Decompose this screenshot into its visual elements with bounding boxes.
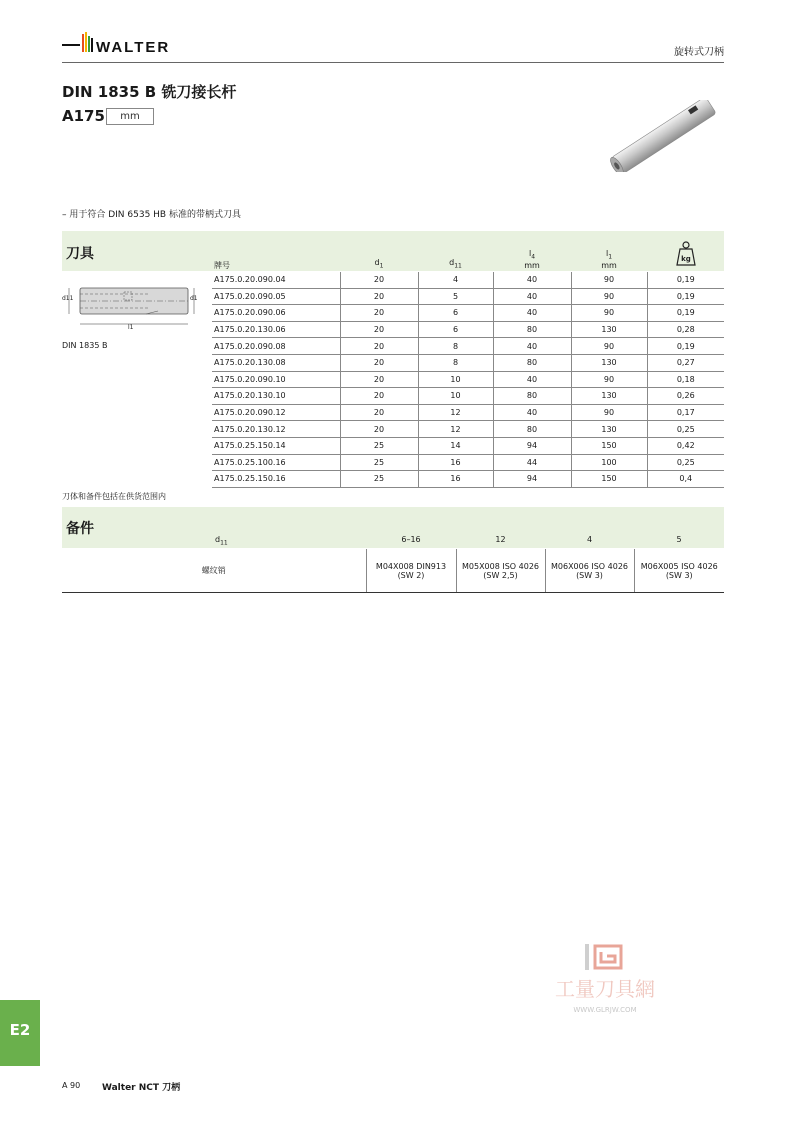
cell-weight: 0,28 bbox=[647, 321, 724, 338]
brand-text: WALTER bbox=[96, 39, 171, 56]
range-6-16: 6–16 bbox=[401, 535, 421, 544]
intro-text: – 用于符合 DIN 6535 HB 标准的带柄式刀具 bbox=[62, 210, 241, 220]
spare-parts-row bbox=[62, 549, 724, 593]
cell-d11: 6 bbox=[418, 321, 493, 338]
cell-l4: 40 bbox=[493, 272, 571, 288]
table-row bbox=[212, 288, 724, 305]
cell-d11: 14 bbox=[418, 437, 493, 454]
column-d1: $d_1$ bbox=[374, 258, 384, 270]
watermark bbox=[535, 942, 675, 1022]
l1-label: l1 bbox=[128, 324, 134, 330]
spare-part-cell: M06X005 ISO 4026 (SW 3) bbox=[634, 549, 724, 593]
cell-d11: 12 bbox=[418, 404, 493, 421]
cell-l1: 130 bbox=[571, 321, 647, 338]
cell-d1: 20 bbox=[340, 272, 418, 288]
cell-d1: 25 bbox=[340, 437, 418, 454]
cell-d1: 20 bbox=[340, 321, 418, 338]
cell-d11: 10 bbox=[418, 371, 493, 388]
spare-d11-label: $d_{11}$ bbox=[215, 535, 228, 547]
tools-table bbox=[212, 272, 724, 488]
product-code: A175 bbox=[62, 107, 105, 125]
cell-designation: A175.0.20.130.06 bbox=[212, 321, 340, 338]
cell-l1: 150 bbox=[571, 437, 647, 454]
cell-l1: 90 bbox=[571, 371, 647, 388]
cell-designation: A175.0.20.130.10 bbox=[212, 388, 340, 405]
spare-part-cell: M05X008 ISO 4026 (SW 2,5) bbox=[456, 549, 545, 593]
cell-weight: 0,42 bbox=[647, 437, 724, 454]
spare-part-name: 螺纹销 bbox=[62, 549, 366, 593]
table-row bbox=[212, 371, 724, 388]
cell-designation: A175.0.25.150.16 bbox=[212, 471, 340, 488]
column-designation: 牌号 bbox=[214, 261, 230, 270]
cell-designation: A175.0.20.090.08 bbox=[212, 338, 340, 355]
cell-designation: A175.0.20.090.10 bbox=[212, 371, 340, 388]
cell-d11: 8 bbox=[418, 338, 493, 355]
table-row bbox=[212, 272, 724, 288]
cell-l4: 80 bbox=[493, 421, 571, 438]
range-12: 12 bbox=[495, 535, 506, 544]
cell-designation: A175.0.20.090.04 bbox=[212, 272, 340, 288]
cell-l4: 94 bbox=[493, 437, 571, 454]
drawing-caption: DIN 1835 B bbox=[62, 341, 108, 350]
table-row bbox=[212, 454, 724, 471]
cell-d11: 8 bbox=[418, 354, 493, 371]
cell-l4: 40 bbox=[493, 338, 571, 355]
spare-parts-table bbox=[62, 549, 724, 593]
cell-d1: 20 bbox=[340, 354, 418, 371]
table-row bbox=[212, 471, 724, 488]
cell-l4: 80 bbox=[493, 321, 571, 338]
cell-designation: A175.0.20.090.12 bbox=[212, 404, 340, 421]
cell-l1: 150 bbox=[571, 471, 647, 488]
weight-icon bbox=[676, 240, 696, 266]
table-row bbox=[212, 388, 724, 405]
watermark-text: 工量刀具網 bbox=[555, 977, 655, 1001]
tools-heading: 刀具 bbox=[66, 246, 94, 262]
chapter-tab: E2 bbox=[0, 1000, 40, 1066]
cell-designation: A175.0.20.130.12 bbox=[212, 421, 340, 438]
cell-weight: 0,18 bbox=[647, 371, 724, 388]
header-divider bbox=[62, 62, 724, 63]
cell-l1: 130 bbox=[571, 421, 647, 438]
unit-badge: mm bbox=[106, 108, 154, 125]
table-row bbox=[212, 437, 724, 454]
cell-l1: 100 bbox=[571, 454, 647, 471]
cell-l1: 90 bbox=[571, 404, 647, 421]
column-l1: $l_1$ mm bbox=[601, 249, 617, 270]
scope-note: 刀体和备件包括在供货范围内 bbox=[62, 492, 166, 501]
watermark-url: WWW.GLRJW.COM bbox=[573, 1006, 637, 1014]
cell-l4: 80 bbox=[493, 388, 571, 405]
cell-l4: 40 bbox=[493, 288, 571, 305]
page-number: A 90 bbox=[62, 1081, 81, 1090]
cell-d11: 16 bbox=[418, 454, 493, 471]
column-d11: $d_{11}$ bbox=[449, 258, 462, 270]
cell-weight: 0,17 bbox=[647, 404, 724, 421]
d1-label: d1 bbox=[190, 295, 198, 302]
spare-part-cell: M04X008 DIN913 (SW 2) bbox=[366, 549, 456, 593]
cell-d1: 20 bbox=[340, 305, 418, 322]
page-title: DIN 1835 B 铣刀接长杆 bbox=[62, 83, 237, 101]
cell-d1: 25 bbox=[340, 471, 418, 488]
table-row bbox=[212, 421, 724, 438]
cell-d11: 12 bbox=[418, 421, 493, 438]
cell-designation: A175.0.25.100.16 bbox=[212, 454, 340, 471]
cell-l1: 90 bbox=[571, 305, 647, 322]
cell-weight: 0,4 bbox=[647, 471, 724, 488]
cell-d11: 5 bbox=[418, 288, 493, 305]
cell-weight: 0,26 bbox=[647, 388, 724, 405]
cell-designation: A175.0.20.090.05 bbox=[212, 288, 340, 305]
table-row bbox=[212, 338, 724, 355]
cell-d1: 20 bbox=[340, 388, 418, 405]
cell-l4: 80 bbox=[493, 354, 571, 371]
cell-d11: 4 bbox=[418, 272, 493, 288]
table-row bbox=[212, 305, 724, 322]
cell-l1: 90 bbox=[571, 338, 647, 355]
table-row bbox=[212, 404, 724, 421]
spare-parts-heading: 备件 bbox=[66, 521, 94, 537]
svg-text:kg: kg bbox=[681, 255, 691, 263]
spare-part-cell: M06X006 ISO 4026 (SW 3) bbox=[545, 549, 634, 593]
section-label: 旋转式刀柄 bbox=[674, 47, 724, 58]
d11-label: d11 bbox=[62, 295, 74, 302]
cell-weight: 0,19 bbox=[647, 288, 724, 305]
cell-weight: 0,19 bbox=[647, 305, 724, 322]
cell-d1: 20 bbox=[340, 288, 418, 305]
cell-d1: 20 bbox=[340, 338, 418, 355]
cell-l1: 130 bbox=[571, 388, 647, 405]
cell-d11: 16 bbox=[418, 471, 493, 488]
footer-title: Walter NCT 刀柄 bbox=[102, 1083, 181, 1093]
cell-weight: 0,25 bbox=[647, 454, 724, 471]
cell-designation: A175.0.25.150.14 bbox=[212, 437, 340, 454]
cell-l4: 40 bbox=[493, 404, 571, 421]
cell-l1: 130 bbox=[571, 354, 647, 371]
cell-d1: 20 bbox=[340, 421, 418, 438]
range-5: 5 bbox=[676, 535, 682, 544]
cell-weight: 0,27 bbox=[647, 354, 724, 371]
cell-weight: 0,19 bbox=[647, 272, 724, 288]
column-l4: $l_4$ mm bbox=[524, 249, 540, 270]
table-row bbox=[212, 321, 724, 338]
cell-d11: 6 bbox=[418, 305, 493, 322]
cell-d1: 20 bbox=[340, 404, 418, 421]
table-row bbox=[212, 354, 724, 371]
range-4: 4 bbox=[586, 535, 593, 544]
cell-l1: 90 bbox=[571, 272, 647, 288]
cell-l4: 44 bbox=[493, 454, 571, 471]
cell-l4: 40 bbox=[493, 305, 571, 322]
cell-weight: 0,25 bbox=[647, 421, 724, 438]
cell-l4: 40 bbox=[493, 371, 571, 388]
cell-d11: 10 bbox=[418, 388, 493, 405]
shank-technical-drawing bbox=[62, 278, 202, 330]
cell-weight: 0,19 bbox=[647, 338, 724, 355]
cell-d1: 20 bbox=[340, 371, 418, 388]
cell-l4: 94 bbox=[493, 471, 571, 488]
extension-shank-image bbox=[598, 100, 728, 172]
cell-designation: A175.0.20.130.08 bbox=[212, 354, 340, 371]
cell-l1: 90 bbox=[571, 288, 647, 305]
cell-d1: 25 bbox=[340, 454, 418, 471]
cell-designation: A175.0.20.090.06 bbox=[212, 305, 340, 322]
walter-logo bbox=[62, 30, 197, 58]
